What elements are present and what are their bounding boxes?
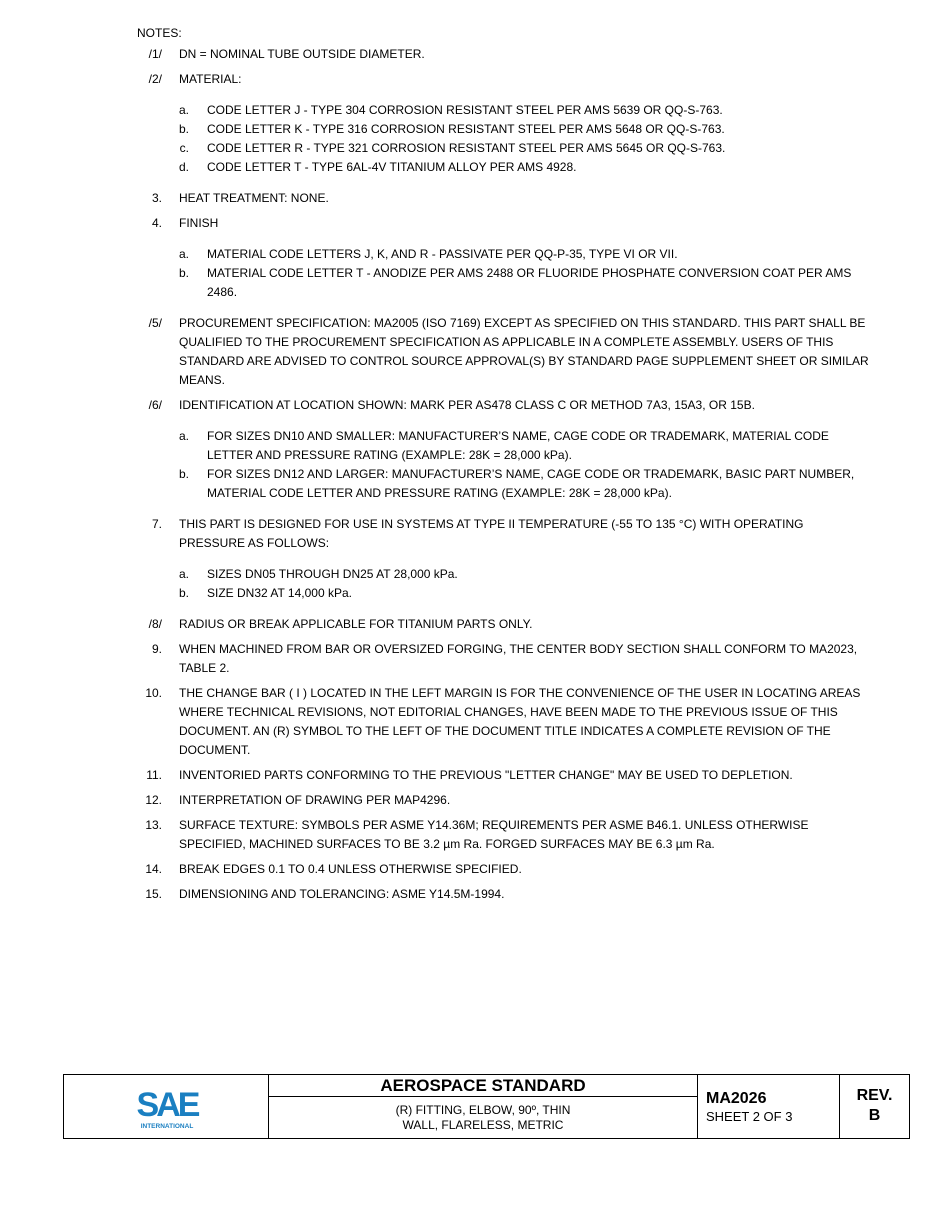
sheet-number: SHEET 2 OF 3 — [706, 1109, 793, 1124]
title-line-2: WALL, FLARELESS, METRIC — [402, 1118, 564, 1132]
document-title — [269, 1103, 697, 1133]
logo-sub: INTERNATIONAL — [140, 1123, 194, 1130]
standard-label: AEROSPACE STANDARD — [269, 1075, 697, 1097]
doc-cell — [698, 1075, 840, 1138]
title-cell — [269, 1075, 698, 1138]
sae-logo-icon — [134, 1085, 200, 1131]
title-line-1: (R) FITTING, ELBOW, 90º, THIN — [395, 1103, 571, 1117]
logo-text: SAE — [136, 1086, 198, 1124]
title-block — [63, 1074, 910, 1139]
rev-value: B — [868, 1107, 881, 1124]
rev-cell — [840, 1075, 909, 1138]
logo-cell — [64, 1075, 269, 1138]
doc-number: MA2026 — [706, 1090, 767, 1107]
notes-heading: NOTES: — [137, 26, 182, 40]
rev-label: REV. — [856, 1087, 893, 1104]
